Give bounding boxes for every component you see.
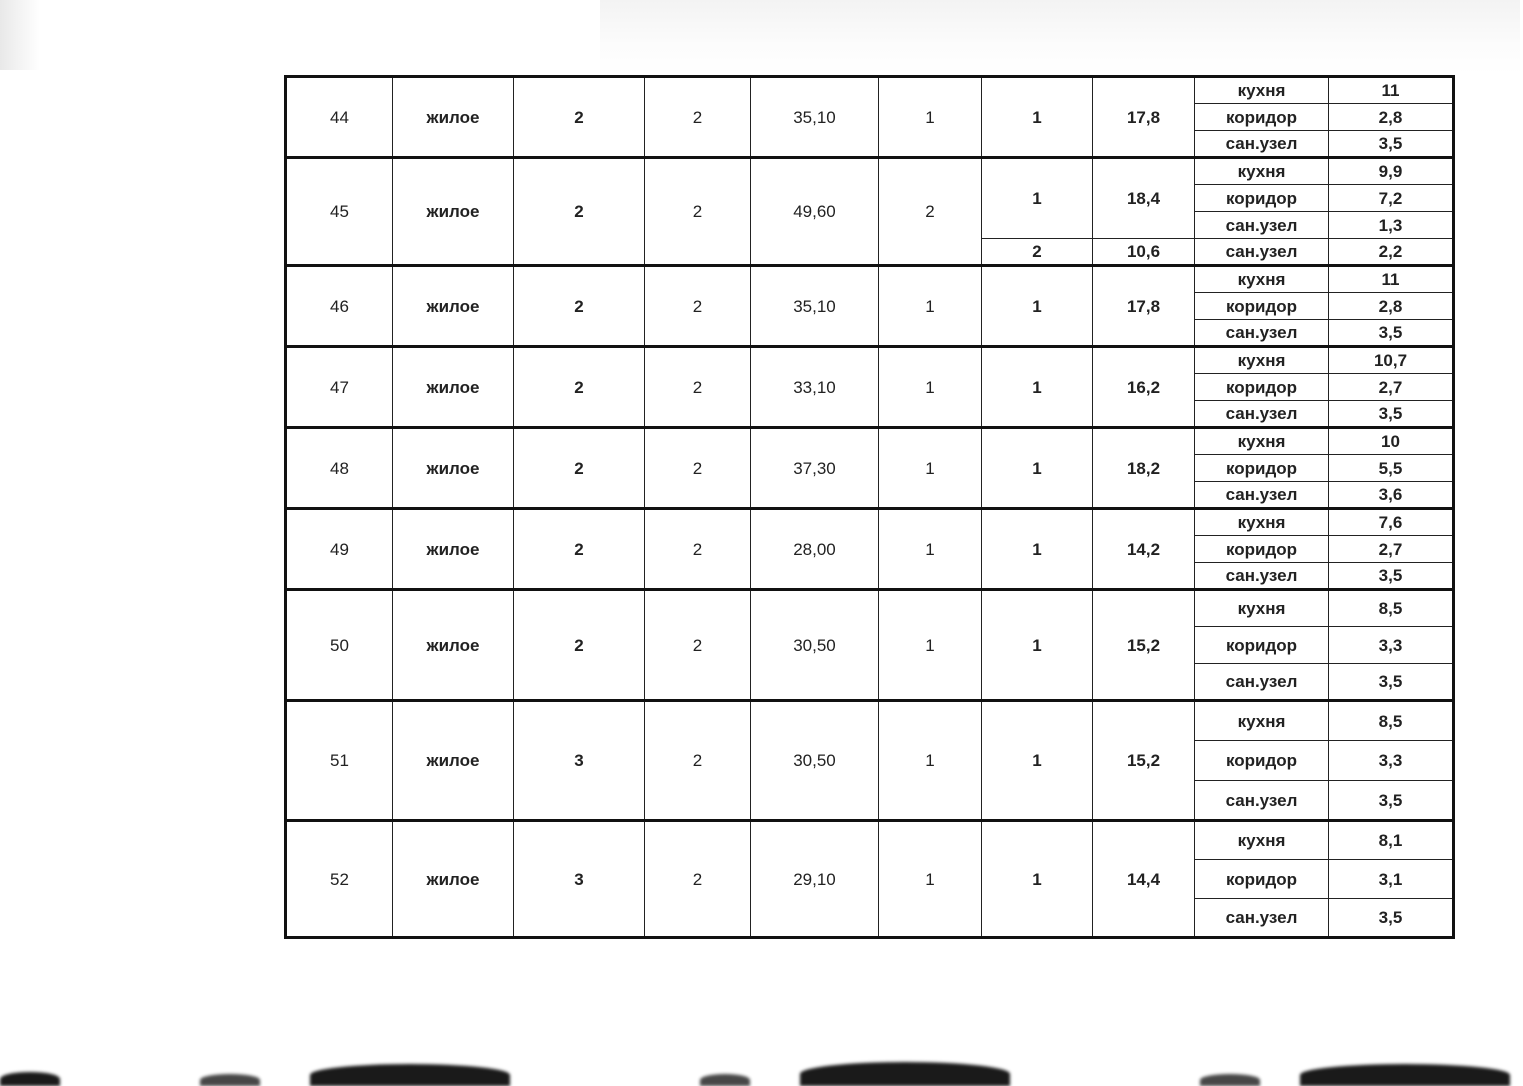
apartments-table — [284, 75, 1455, 939]
room-count: 1 — [879, 590, 982, 701]
auxiliary-room-name: кухня — [1195, 821, 1329, 860]
floor-value: 2 — [514, 77, 645, 158]
column-4-value: 2 — [645, 590, 751, 701]
premises-type: жилое — [393, 77, 514, 158]
total-area: 49,60 — [751, 158, 879, 266]
column-4-value: 2 — [645, 701, 751, 821]
room-count: 1 — [879, 347, 982, 428]
room-number: 1 — [982, 509, 1093, 590]
scan-artifact-left — [0, 0, 40, 70]
room-count: 1 — [879, 701, 982, 821]
apartment-number: 46 — [286, 266, 393, 347]
toner-smudge — [310, 1064, 510, 1086]
auxiliary-room-name: кухня — [1195, 158, 1329, 185]
apartment-number: 48 — [286, 428, 393, 509]
auxiliary-room-name: сан.узел — [1195, 482, 1329, 509]
room-number: 1 — [982, 266, 1093, 347]
auxiliary-room-area: 3,5 — [1329, 563, 1454, 590]
room-count: 1 — [879, 821, 982, 938]
apartment-group — [286, 77, 1454, 158]
auxiliary-room-name: коридор — [1195, 293, 1329, 320]
apartment-number: 47 — [286, 347, 393, 428]
premises-type: жилое — [393, 701, 514, 821]
living-area: 17,8 — [1093, 77, 1195, 158]
room-number: 1 — [982, 158, 1093, 239]
apartment-number: 49 — [286, 509, 393, 590]
auxiliary-room-name: коридор — [1195, 860, 1329, 899]
auxiliary-room-name: коридор — [1195, 374, 1329, 401]
auxiliary-room-area: 3,1 — [1329, 860, 1454, 899]
room-number: 1 — [982, 821, 1093, 938]
table-row — [286, 509, 1454, 536]
total-area: 28,00 — [751, 509, 879, 590]
column-4-value: 2 — [645, 821, 751, 938]
living-area: 17,8 — [1093, 266, 1195, 347]
auxiliary-room-area: 3,3 — [1329, 741, 1454, 781]
apartment-group — [286, 509, 1454, 590]
living-area: 15,2 — [1093, 701, 1195, 821]
apartment-group — [286, 590, 1454, 701]
auxiliary-room-name: кухня — [1195, 590, 1329, 627]
apartment-number: 44 — [286, 77, 393, 158]
table-row — [286, 428, 1454, 455]
auxiliary-room-area: 2,8 — [1329, 293, 1454, 320]
premises-type: жилое — [393, 509, 514, 590]
table-row — [286, 701, 1454, 741]
toner-smudge — [700, 1074, 750, 1086]
total-area: 29,10 — [751, 821, 879, 938]
room-number: 2 — [982, 239, 1093, 266]
total-area: 35,10 — [751, 266, 879, 347]
auxiliary-room-area: 3,5 — [1329, 664, 1454, 701]
column-4-value: 2 — [645, 158, 751, 266]
auxiliary-room-name: кухня — [1195, 509, 1329, 536]
toner-smudge — [200, 1074, 260, 1086]
room-number: 1 — [982, 77, 1093, 158]
apartment-number: 52 — [286, 821, 393, 938]
auxiliary-room-area: 2,8 — [1329, 104, 1454, 131]
apartment-number: 45 — [286, 158, 393, 266]
auxiliary-room-area: 8,5 — [1329, 590, 1454, 627]
floor-value: 2 — [514, 266, 645, 347]
auxiliary-room-area: 2,7 — [1329, 536, 1454, 563]
column-4-value: 2 — [645, 77, 751, 158]
room-count: 1 — [879, 428, 982, 509]
toner-smudge — [1300, 1064, 1510, 1086]
auxiliary-room-name: сан.узел — [1195, 563, 1329, 590]
auxiliary-room-name: сан.узел — [1195, 320, 1329, 347]
auxiliary-room-area: 9,9 — [1329, 158, 1454, 185]
auxiliary-room-area: 3,5 — [1329, 131, 1454, 158]
table-row — [286, 158, 1454, 185]
room-number: 1 — [982, 347, 1093, 428]
table-row — [286, 77, 1454, 104]
premises-type: жилое — [393, 428, 514, 509]
auxiliary-room-name: сан.узел — [1195, 664, 1329, 701]
auxiliary-room-area: 11 — [1329, 266, 1454, 293]
apartment-group — [286, 158, 1454, 266]
floor-value: 2 — [514, 428, 645, 509]
table-row — [286, 590, 1454, 627]
apartment-group — [286, 428, 1454, 509]
table-row — [286, 821, 1454, 860]
column-4-value: 2 — [645, 428, 751, 509]
room-count: 1 — [879, 77, 982, 158]
scan-artifact-top — [600, 0, 1520, 75]
apartment-number: 50 — [286, 590, 393, 701]
auxiliary-room-area: 3,5 — [1329, 401, 1454, 428]
auxiliary-room-area: 3,6 — [1329, 482, 1454, 509]
room-number: 1 — [982, 428, 1093, 509]
auxiliary-room-name: сан.узел — [1195, 401, 1329, 428]
auxiliary-room-area: 8,1 — [1329, 821, 1454, 860]
room-number: 1 — [982, 590, 1093, 701]
auxiliary-room-name: сан.узел — [1195, 781, 1329, 821]
living-area: 18,4 — [1093, 158, 1195, 239]
auxiliary-room-area: 10 — [1329, 428, 1454, 455]
auxiliary-room-area: 3,5 — [1329, 899, 1454, 938]
auxiliary-room-name: кухня — [1195, 347, 1329, 374]
column-4-value: 2 — [645, 347, 751, 428]
auxiliary-room-name: сан.узел — [1195, 212, 1329, 239]
premises-type: жилое — [393, 821, 514, 938]
floor-value: 2 — [514, 590, 645, 701]
auxiliary-room-name: кухня — [1195, 266, 1329, 293]
floor-value: 2 — [514, 158, 645, 266]
total-area: 30,50 — [751, 590, 879, 701]
auxiliary-room-name: коридор — [1195, 741, 1329, 781]
total-area: 37,30 — [751, 428, 879, 509]
living-area: 10,6 — [1093, 239, 1195, 266]
column-4-value: 2 — [645, 509, 751, 590]
total-area: 30,50 — [751, 701, 879, 821]
apartment-group — [286, 821, 1454, 938]
auxiliary-room-name: кухня — [1195, 77, 1329, 104]
auxiliary-room-area: 3,5 — [1329, 781, 1454, 821]
auxiliary-room-area: 2,2 — [1329, 239, 1454, 266]
living-area: 18,2 — [1093, 428, 1195, 509]
apartment-group — [286, 701, 1454, 821]
table-row — [286, 266, 1454, 293]
auxiliary-room-name: коридор — [1195, 455, 1329, 482]
auxiliary-room-name: коридор — [1195, 536, 1329, 563]
floor-value: 2 — [514, 509, 645, 590]
room-number: 1 — [982, 701, 1093, 821]
apartment-group — [286, 266, 1454, 347]
auxiliary-room-name: коридор — [1195, 185, 1329, 212]
premises-type: жилое — [393, 347, 514, 428]
auxiliary-room-area: 7,6 — [1329, 509, 1454, 536]
auxiliary-room-area: 1,3 — [1329, 212, 1454, 239]
auxiliary-room-area: 3,3 — [1329, 627, 1454, 664]
auxiliary-room-area: 11 — [1329, 77, 1454, 104]
auxiliary-room-name: кухня — [1195, 701, 1329, 741]
auxiliary-room-area: 2,7 — [1329, 374, 1454, 401]
premises-type: жилое — [393, 158, 514, 266]
floor-value: 3 — [514, 821, 645, 938]
column-4-value: 2 — [645, 266, 751, 347]
auxiliary-room-name: коридор — [1195, 627, 1329, 664]
room-count: 2 — [879, 158, 982, 266]
floor-value: 3 — [514, 701, 645, 821]
toner-smudge — [1200, 1074, 1260, 1086]
table-row — [286, 347, 1454, 374]
room-count: 1 — [879, 266, 982, 347]
total-area: 33,10 — [751, 347, 879, 428]
auxiliary-room-name: коридор — [1195, 104, 1329, 131]
apartment-number: 51 — [286, 701, 393, 821]
toner-smudge — [800, 1062, 1010, 1086]
living-area: 16,2 — [1093, 347, 1195, 428]
premises-type: жилое — [393, 590, 514, 701]
floor-value: 2 — [514, 347, 645, 428]
total-area: 35,10 — [751, 77, 879, 158]
auxiliary-room-area: 8,5 — [1329, 701, 1454, 741]
auxiliary-room-name: сан.узел — [1195, 899, 1329, 938]
room-count: 1 — [879, 509, 982, 590]
auxiliary-room-area: 7,2 — [1329, 185, 1454, 212]
toner-smudge — [0, 1072, 60, 1086]
living-area: 14,4 — [1093, 821, 1195, 938]
auxiliary-room-name: сан.узел — [1195, 239, 1329, 266]
auxiliary-room-name: кухня — [1195, 428, 1329, 455]
auxiliary-room-area: 10,7 — [1329, 347, 1454, 374]
apartment-group — [286, 347, 1454, 428]
auxiliary-room-name: сан.узел — [1195, 131, 1329, 158]
living-area: 14,2 — [1093, 509, 1195, 590]
auxiliary-room-area: 3,5 — [1329, 320, 1454, 347]
living-area: 15,2 — [1093, 590, 1195, 701]
premises-type: жилое — [393, 266, 514, 347]
auxiliary-room-area: 5,5 — [1329, 455, 1454, 482]
